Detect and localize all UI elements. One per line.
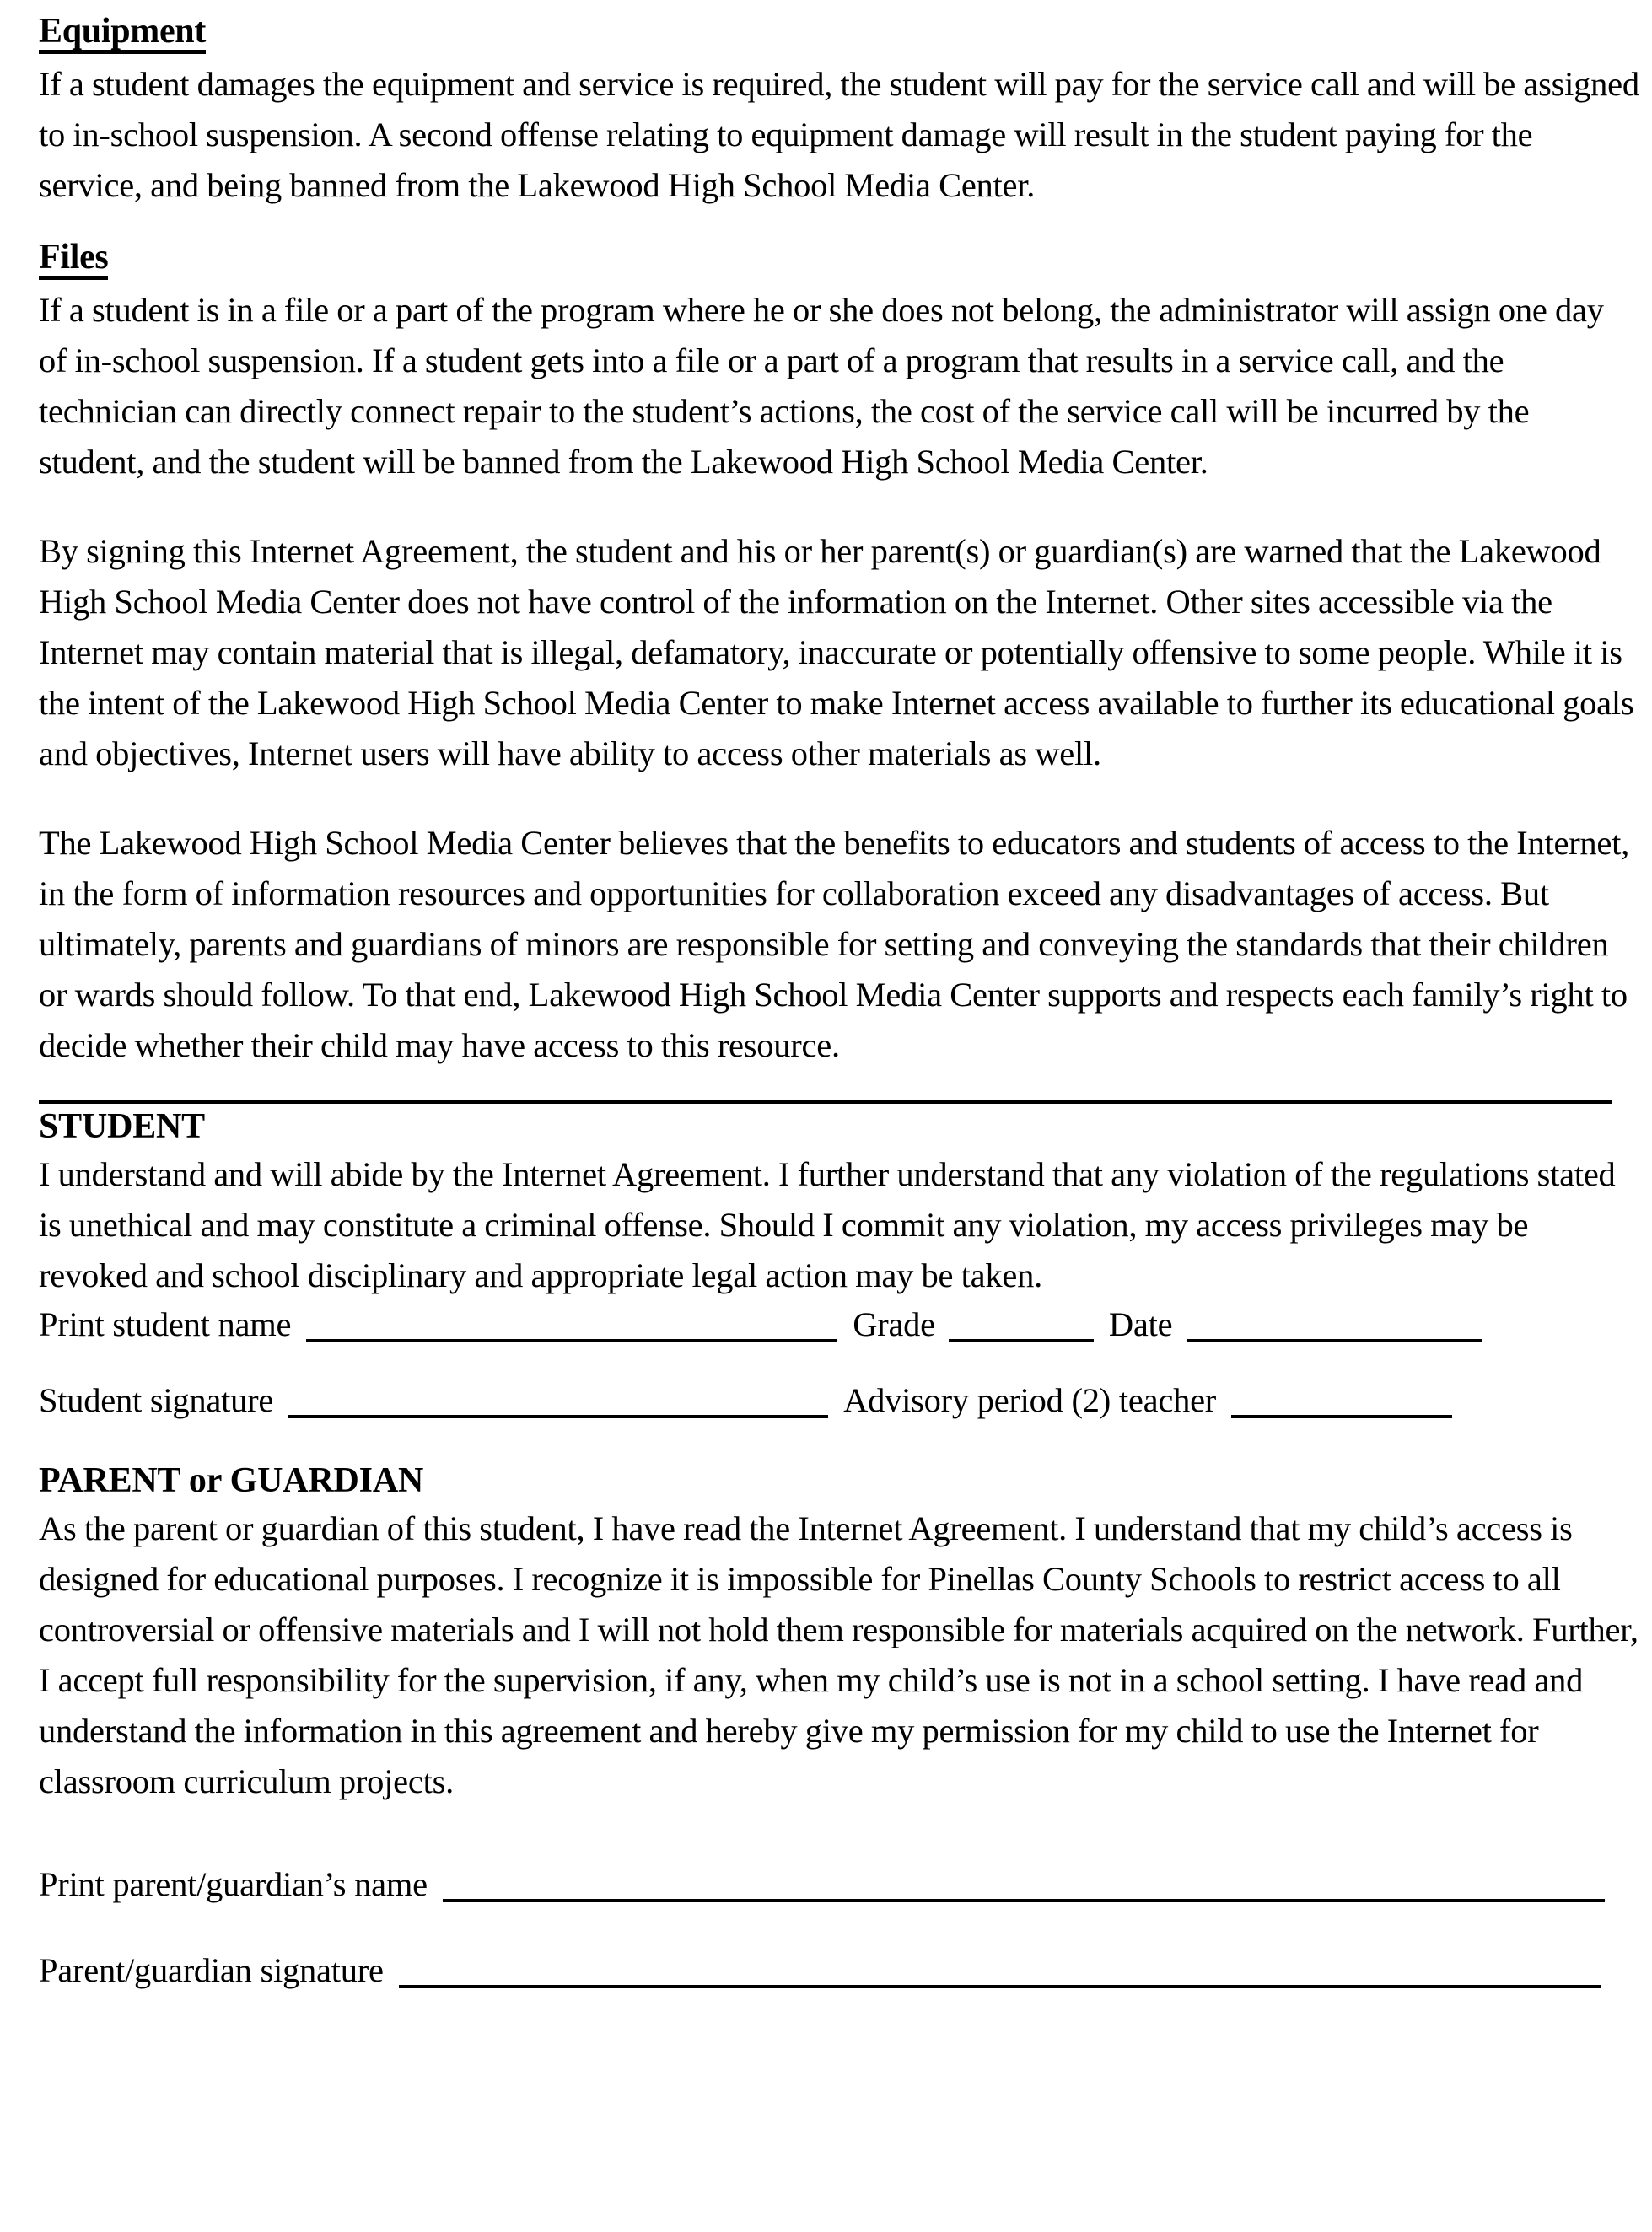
student-name-grade-date-row <box>39 1301 1639 1348</box>
equipment-section <box>39 13 1639 211</box>
spacer-before-parent <box>39 1424 1639 1463</box>
print-student-name-input[interactable] <box>306 1339 837 1342</box>
spacer-after-warning <box>39 779 1639 818</box>
student-section <box>39 1109 1639 1424</box>
date-label: Date <box>1108 1305 1173 1343</box>
date-input[interactable] <box>1187 1339 1482 1342</box>
student-signature-input[interactable] <box>288 1415 828 1418</box>
student-signature-label: Student signature <box>39 1381 274 1419</box>
print-parent-name-input[interactable] <box>443 1899 1605 1902</box>
grade-label: Grade <box>853 1305 935 1343</box>
files-section <box>39 239 1639 487</box>
spacer-before-rule <box>39 1071 1639 1100</box>
internet-benefits-paragraph: The Lakewood High School Media Center believes that the benefits to educators and students of access to the Internet, in the form of information resources and opportunities for collaboration exceed any disadvantages of access. But ultimately, parents and guardians of minors are responsible for setting and conveying the standards that their children or wards should follow. To that end, Lakewood High School Media Center supports and respects each family’s right to decide whether their child may have access to this resource. <box>39 824 1630 1064</box>
student-heading: STUDENT <box>39 1107 205 1146</box>
spacer-between-parent-lines <box>39 1908 1639 1947</box>
print-parent-name-label: Print parent/guardian’s name <box>39 1865 428 1903</box>
parent-signature-label: Parent/guardian signature <box>39 1951 384 1989</box>
student-body-text: I understand and will abide by the Internet Agreement. I further understand that any violation of the regulations stated is unethical and may constitute a criminal offense. Should I commit any violation, my access privileges may be revoked and school disciplinary and appropriate legal action may be taken. <box>39 1155 1616 1294</box>
student-signature-advisory-row <box>39 1377 1639 1424</box>
spacer-after-files <box>39 487 1639 526</box>
spacer-top <box>39 0 1639 13</box>
parent-signature-row <box>39 1947 1639 1994</box>
equipment-body-text: If a student damages the equipment and service is required, the student will pay for the service call and will be assigned to in-school suspension. A second offense relating to equipment damage will result in the student paying for the service, and being banned from the Lakewood High School Media Center. <box>39 65 1639 204</box>
spacer-after-equipment <box>39 211 1639 239</box>
files-heading: Files <box>39 239 108 280</box>
parent-signature-input[interactable] <box>399 1985 1601 1988</box>
internet-warning-paragraph: By signing this Internet Agreement, the student and his or her parent(s) or guardian(s) are warned that the Lakewood High School Media Center does not have control of the information on the Internet. Other sites accessible via the Internet may contain material that is illegal, defamatory, inaccurate or potentially offensive to some people. While it is the intent of the Lakewood High School Media Center to make Internet access available to further its educational goals and objectives, Internet users will have ability to access other materials as well. <box>39 532 1634 772</box>
advisory-teacher-label: Advisory period (2) teacher <box>843 1381 1217 1419</box>
equipment-heading: Equipment <box>39 13 206 54</box>
parent-guardian-heading: PARENT or GUARDIAN <box>39 1461 424 1500</box>
parent-guardian-section <box>39 1463 1639 1994</box>
files-body-text: If a student is in a file or a part of the program where he or she does not belong, the administrator will assign one day of in-school suspension. If a student gets into a file or a part of a program that results in a service call, and the technician can directly connect repair to the student’s actions, the cost of the service call will be incurred by the student, and the student will be banned from the Lakewood High School Media Center. <box>39 291 1604 481</box>
advisory-teacher-input[interactable] <box>1231 1415 1452 1418</box>
document-content <box>39 0 1639 1994</box>
print-parent-name-row <box>39 1861 1639 1908</box>
spacer-before-parent-fields <box>39 1807 1639 1861</box>
parent-guardian-body-text: As the parent or guardian of this student, I have read the Internet Agreement. I understand that my child’s access is designed for educational purposes. I recognize it is impossible for Pinellas County Schools to restrict access to all controversial or offensive materials and I will not hold them responsible for materials acquired on the network. Further, I accept full responsibility for the supervision, if any, when my child’s use is not in a school setting. I have read and understand the information in this agreement and hereby give my permission for my child to use the Internet for classroom curriculum projects. <box>39 1509 1639 1800</box>
spacer-between-student-lines <box>39 1348 1639 1377</box>
print-student-name-label: Print student name <box>39 1305 292 1343</box>
grade-input[interactable] <box>949 1339 1094 1342</box>
